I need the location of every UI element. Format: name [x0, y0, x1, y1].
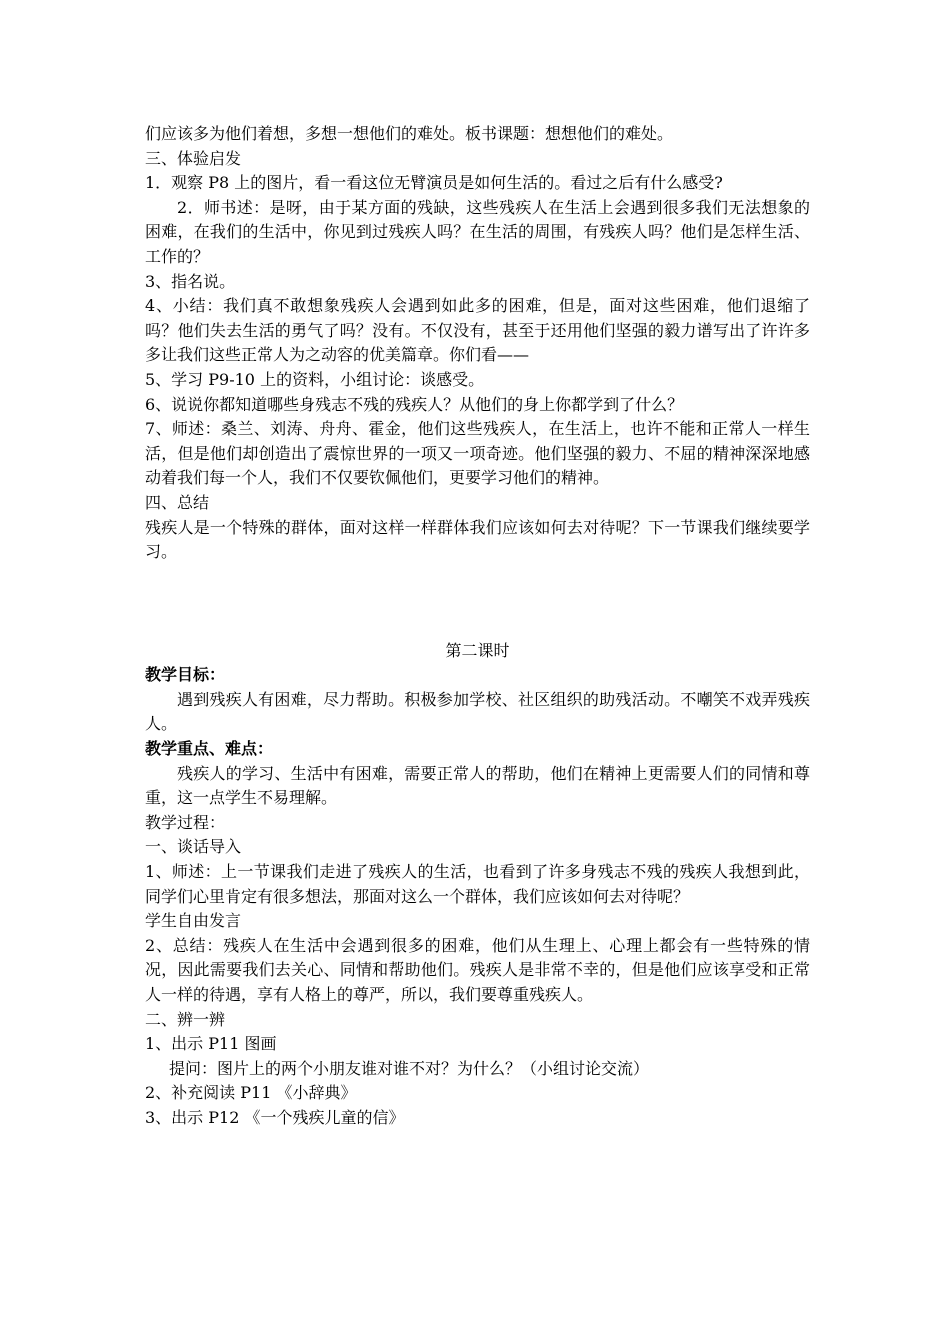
section-heading: 一、谈话导入	[145, 837, 242, 857]
section-heading: 三、体验启发	[145, 148, 242, 168]
blank-space	[145, 565, 810, 639]
goal-text: 遇到残疾人有困难，尽力帮助。积极参加学校、社区组织的助残活动。不嘲笑不戏弄残疾人。	[145, 689, 810, 734]
key-label: 教学重点、难点：	[145, 739, 274, 759]
key-text: 残疾人的学习、生活中有困难，需要正常人的帮助，他们在精神上更需要人们的同情和尊重，这一点学生不易理解。	[145, 763, 810, 808]
paragraph: 1．观察 P8 上的图片，看一看这位无臂演员是如何生活的。看过之后有什么感受?	[145, 173, 723, 193]
paragraph: 6、说说你都知道哪些身残志不残的残疾人？从他们的身上你都学到了什么？	[145, 394, 684, 414]
section-heading: 四、总结	[145, 492, 210, 512]
paragraph: 2、补充阅读 P11 《小辞典》	[145, 1083, 357, 1103]
paragraph: 们应该多为他们着想，多想一想他们的难处。板书课题：想想他们的难处。	[145, 124, 674, 143]
paragraph: 1、师述：上一节课我们走进了残疾人的生活，也看到了许多身残志不残的残疾人我想到此，同学们心里肯定有很多想法，那面对这么一个群体，我们应该如何去对待呢？	[145, 862, 810, 906]
question-text: 提问：图片上的两个小朋友谁对谁不对？为什么？（小组讨论交流）	[169, 1058, 650, 1078]
paragraph: 残疾人是一个特殊的群体，面对这样一样群体我们应该如何去对待呢？下一节课我们继续要学习。	[145, 517, 810, 562]
paragraph: 5、学习 P9-10 上的资料，小组讨论：谈感受。	[145, 369, 485, 389]
paragraph: 3、指名说。	[145, 271, 236, 291]
paragraph: 2、总结：残疾人在生活中会遇到很多的困难，他们从生理上、心理上都会有一些特殊的情况，因此需要我们去关心、同情和帮助他们。残疾人是非常不幸的，但是他们应该享受和正常人一样的待遇，享有人格上的尊严，所以，我们要尊重残疾人。	[145, 935, 810, 1004]
paragraph: 学生自由发言	[145, 911, 242, 931]
process-label: 教学过程：	[145, 812, 226, 832]
section-heading: 二、辨一辨	[145, 1009, 226, 1029]
paragraph: 3、出示 P12 《一个残疾儿童的信》	[145, 1107, 405, 1127]
paragraph: 7、师述：桑兰、刘涛、舟舟、霍金，他们这些残疾人，在生活上，也许不能和正常人一样生活，但是他们却创造出了震惊世界的一项又一项奇迹。他们坚强的毅力、不屈的精神深深地感动着我们每一个人，我们不仅要钦佩他们，更要学习他们的精神。	[145, 419, 810, 488]
paragraph: 4、小结：我们真不敢想象残疾人会遇到如此多的困难，但是，面对这些困难，他们退缩了吗？他们失去生活的勇气了吗？没有。不仅没有，甚至于还用他们坚强的毅力谱写出了许许多多让我们这些正常人为之动容的优美篇章。你们看——	[145, 296, 810, 365]
paragraph: 1、出示 P11 图画	[145, 1034, 277, 1054]
paragraph: 2．师书述：是呀，由于某方面的残缺，这些残疾人在生活上会遇到很多我们无法想象的困难，在我们的生活中，你见到过残疾人吗？在生活的周围，有残疾人吗？他们是怎样生活、工作的？	[145, 197, 810, 266]
document-body	[145, 122, 810, 1131]
lesson-heading: 第二课时	[445, 640, 510, 660]
goal-label: 教学目标：	[145, 665, 226, 685]
